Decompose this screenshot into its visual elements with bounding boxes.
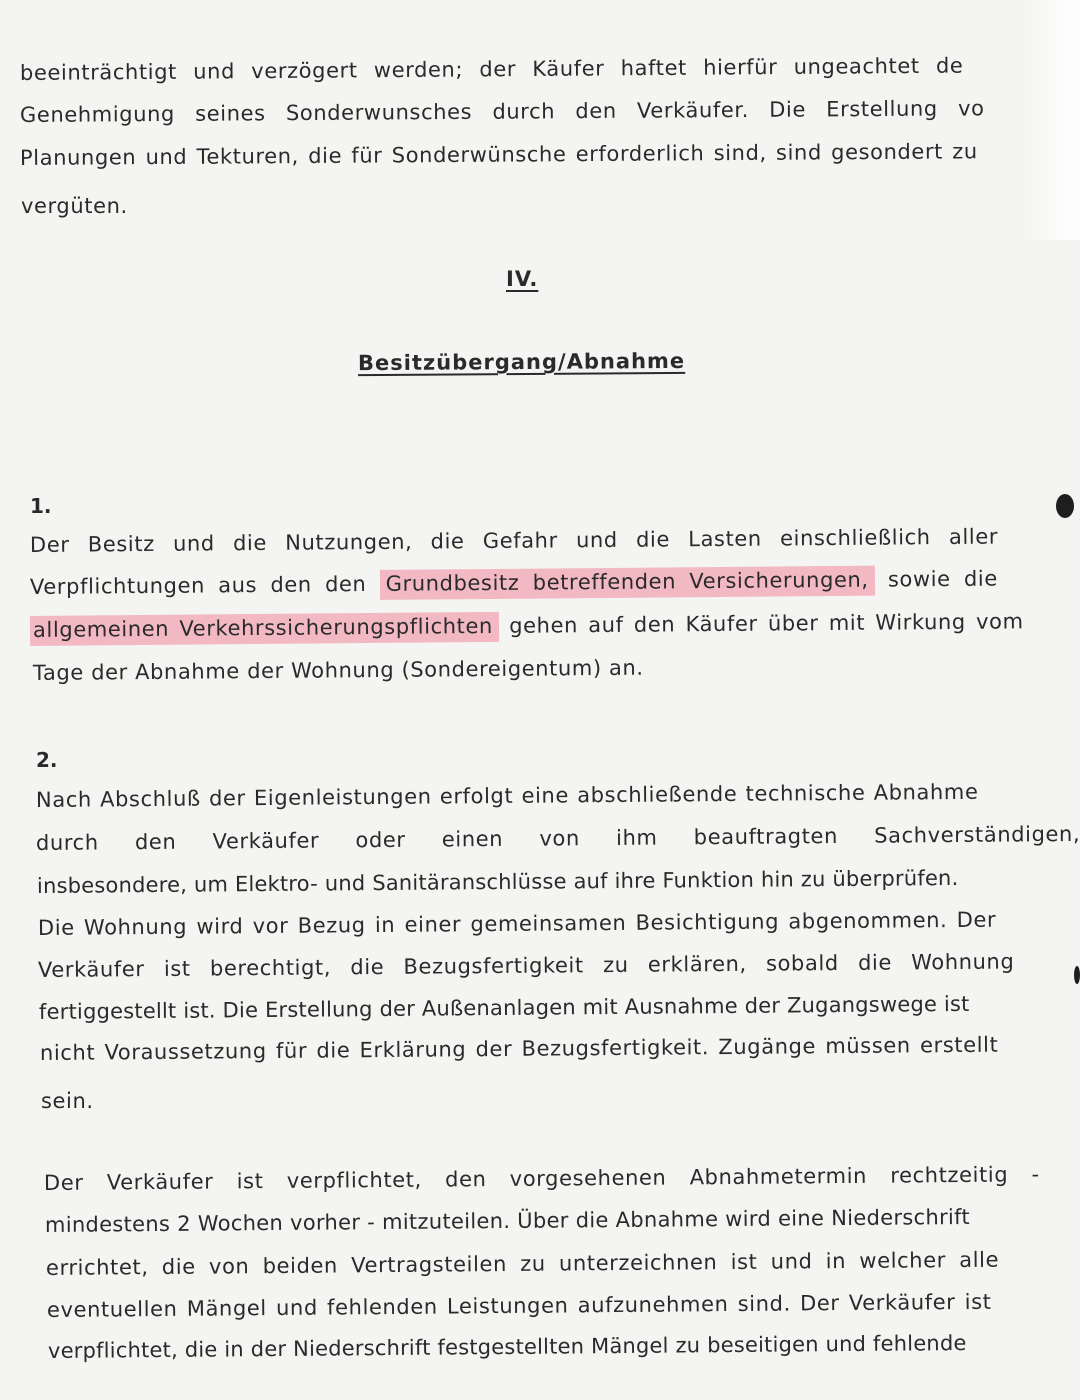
clause-1-line-2-post: sowie die bbox=[887, 566, 998, 592]
final-line-4 bbox=[47, 1289, 992, 1323]
clause-2-line-2-text: durch den Verkäufer oder einen von ihm beauftragten Sachverständigen, bbox=[35, 821, 1080, 855]
clause-1-line-4 bbox=[33, 655, 644, 686]
clause-2-line-1 bbox=[36, 779, 979, 813]
clause-2-line-1-text: Nach Abschluß der Eigenleistungen erfolgt eine abschließende technische Abnahme bbox=[35, 779, 979, 812]
clause-2-line-4 bbox=[38, 907, 996, 941]
final-line-2-text: mindestens 2 Wochen vorher - mitzuteilen. Über die Abnahme wird eine Niederschrift bbox=[44, 1204, 971, 1237]
final-line-3 bbox=[46, 1247, 999, 1281]
clause-1-line-1-text: Der Besitz und die Nutzungen, die Gefahr und die Lasten einschließlich aller bbox=[29, 524, 999, 557]
final-line-5 bbox=[48, 1330, 967, 1364]
intro-line-2-text: Genehmigung seines Sonderwunsches durch den Verkäufer. Die Erstellung vo bbox=[19, 96, 985, 127]
clause-2-line-7-text: nicht Voraussetzung für die Erklärung der Bezugsfertigkeit. Zugänge müssen erstellt bbox=[39, 1032, 999, 1065]
clause-2-line-6 bbox=[39, 991, 970, 1025]
clause-2-line-2 bbox=[36, 821, 1080, 856]
clause-1-line-2 bbox=[30, 566, 998, 600]
intro-line-2 bbox=[20, 95, 985, 128]
scan-edge-shadow bbox=[1020, 0, 1080, 240]
intro-line-1 bbox=[20, 52, 1028, 86]
clause-2-line-3-text: insbesondere, um Elektro- und Sanitäranschlüsse auf ihre Funktion hin zu überprüfen. bbox=[36, 865, 959, 898]
clause-1-line-1 bbox=[30, 524, 998, 558]
section-number: IV. bbox=[506, 267, 539, 291]
clause-2-line-8 bbox=[41, 1088, 94, 1114]
ink-blot-2 bbox=[1074, 966, 1080, 984]
clause-1-line-2-pre: Verpflichtungen aus den den bbox=[29, 572, 367, 599]
highlight-verkehrssicherungspflichten: allgemeinen Verkehrssicherungspflichten bbox=[30, 612, 499, 646]
ink-blot-1 bbox=[1056, 494, 1074, 518]
highlight-versicherungen: Grundbesitz betreffenden Versicherungen, bbox=[380, 566, 875, 600]
final-line-5-text: verpflichtet, die in der Niederschrift festgestellten Mängel zu beseitigen und fehlende bbox=[47, 1330, 967, 1363]
section-title: Besitzübergang/Abnahme bbox=[357, 348, 686, 376]
clause-2-line-7 bbox=[40, 1032, 999, 1066]
clause-1-number: 1. bbox=[30, 494, 52, 518]
final-line-2 bbox=[45, 1204, 970, 1238]
clause-2-line-5 bbox=[38, 948, 1015, 983]
clause-2-line-8-text: sein. bbox=[41, 1089, 94, 1113]
clause-2-line-4-text: Die Wohnung wird vor Bezug in einer gemeinsamen Besichtigung abgenommen. Der bbox=[37, 907, 997, 940]
final-line-1-text: Der Verkäufer ist verpflichtet, den vorgesehenen Abnahmetermin rechtzeitig - bbox=[43, 1162, 1040, 1195]
final-line-3-text: errichtet, die von beiden Vertragsteilen zu unterzeichnen ist und in welcher alle bbox=[45, 1247, 1000, 1280]
final-line-1 bbox=[44, 1161, 1040, 1196]
intro-line-3-text: Planungen und Tekturen, die für Sonderwünsche erforderlich sind, sind gesondert zu bbox=[19, 139, 978, 170]
clause-1-line-4-text: Tage der Abnahme der Wohnung (Sondereigentum) an. bbox=[32, 655, 644, 685]
intro-line-1-text: beeinträchtigt und verzögert werden; der Käufer haftet hierfür ungeachtet de bbox=[19, 53, 964, 85]
clause-1-line-3 bbox=[30, 608, 1024, 643]
clause-1-line-3-post: gehen auf den Käufer über mit Wirkung vom bbox=[509, 609, 1024, 638]
intro-line-4 bbox=[21, 193, 128, 219]
clause-2-line-6-text: fertiggestellt ist. Die Erstellung der Außenanlagen mit Ausnahme der Zugangswege ist bbox=[38, 991, 970, 1024]
clause-2-line-3 bbox=[37, 865, 959, 899]
final-line-4-text: eventuellen Mängel und fehlenden Leistungen aufzunehmen sind. Der Verkäufer ist bbox=[46, 1289, 992, 1322]
intro-line-3 bbox=[20, 138, 978, 171]
clause-2-line-5-text: Verkäufer ist berechtigt, die Bezugsfertigkeit zu erklären, sobald die Wohnung bbox=[37, 949, 1015, 982]
intro-line-4-text: vergüten. bbox=[21, 194, 128, 218]
clause-2-number: 2. bbox=[36, 748, 58, 772]
